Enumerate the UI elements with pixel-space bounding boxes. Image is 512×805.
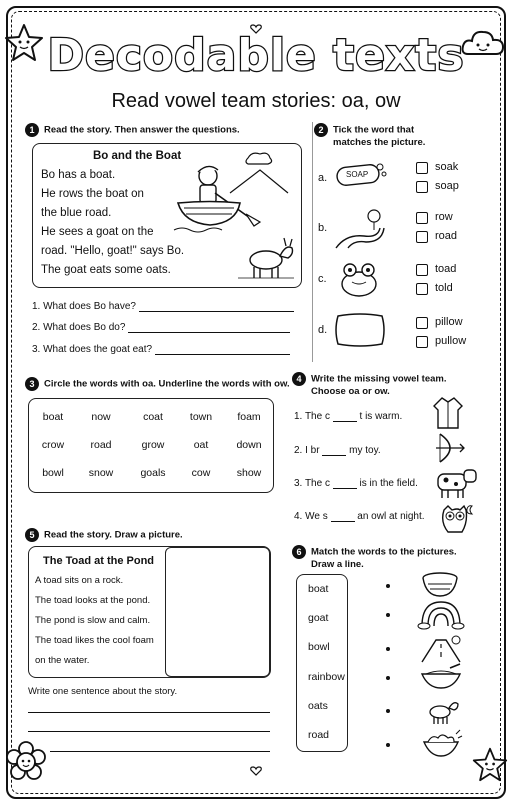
fill-blank-3: 3. The c is in the field. [294, 478, 418, 489]
owl-icon [440, 502, 478, 536]
answer-line[interactable] [128, 323, 290, 333]
coat-icon [432, 396, 464, 430]
item-letter: d. [318, 324, 328, 336]
match-dot[interactable] [386, 743, 390, 747]
item-letter: c. [318, 273, 327, 285]
item-letter: a. [318, 172, 328, 184]
section-3-instruction: 3 Circle the words with oa. Underline the words with ow. [25, 377, 290, 391]
blank[interactable] [331, 512, 355, 522]
story-line: The pond is slow and calm. [35, 615, 151, 626]
goat-icon [236, 234, 296, 282]
question-1: 1. What does Bo have? [32, 301, 294, 312]
drawing-box[interactable] [165, 547, 270, 677]
option-label: road [435, 230, 458, 242]
fill-blank-1: 1. The c t is warm. [294, 411, 403, 422]
oats-bowl-icon [420, 666, 462, 692]
word-down[interactable]: down [236, 439, 262, 451]
word-list-box [296, 574, 348, 752]
match-word-boat[interactable]: boat [308, 583, 329, 595]
word-show[interactable]: show [236, 467, 262, 479]
match-word-bowl[interactable]: bowl [308, 641, 330, 653]
word-grow[interactable]: grow [141, 439, 165, 451]
writing-line[interactable] [28, 712, 270, 713]
section-number: 1 [25, 123, 39, 137]
word-coat[interactable]: coat [143, 411, 163, 423]
writing-prompt: Write one sentence about the story. [28, 686, 178, 697]
section-6-instruction: 6 Match the words to the pictures. Draw a line. [292, 545, 457, 571]
story-title: Bo and the Boat [93, 150, 182, 162]
match-dot[interactable] [386, 709, 390, 713]
word-bowl[interactable]: bowl [42, 467, 64, 479]
match-dot[interactable] [386, 647, 390, 651]
star-icon [472, 746, 508, 782]
checkbox-toad[interactable] [416, 264, 428, 276]
checkbox-pullow[interactable] [416, 336, 428, 348]
word-road[interactable]: road [90, 439, 112, 451]
word-goals[interactable]: goals [140, 467, 166, 479]
section-number: 5 [25, 528, 39, 542]
section-2-instruction: 2 Tick the word that matches the picture. [314, 123, 425, 149]
word-oat[interactable]: oat [193, 439, 209, 451]
option-label: told [435, 282, 453, 294]
story-line: The toad likes the cool foam [35, 635, 154, 646]
checkbox-soak[interactable] [416, 162, 428, 174]
section-number: 4 [292, 372, 306, 386]
checkbox-pillow[interactable] [416, 317, 428, 329]
option-label: pillow [435, 316, 463, 328]
section-1-instruction: 1 Read the story. Then answer the questions. [25, 123, 240, 137]
question-2: 2. What does Bo do? [32, 322, 290, 333]
flower-icon [4, 740, 48, 784]
match-word-goat[interactable]: goat [308, 612, 329, 624]
match-dot[interactable] [386, 676, 390, 680]
match-dot[interactable] [386, 613, 390, 617]
soap-label: SOAP [346, 170, 369, 179]
match-word-rainbow[interactable]: rainbow [308, 671, 345, 683]
page-subtitle: Read vowel team stories: oa, ow [111, 90, 401, 112]
section-number: 6 [292, 545, 306, 559]
answer-line[interactable] [139, 302, 294, 312]
bread-bowl-icon [420, 730, 462, 758]
story-line: The goat eats some oats. [41, 264, 171, 276]
fill-blank-4: 4. We s an owl at night. [294, 511, 425, 522]
word-now[interactable]: now [91, 411, 111, 423]
blank[interactable] [322, 446, 346, 456]
word-crow[interactable]: crow [41, 439, 65, 451]
option-label: row [435, 211, 453, 223]
heart-icon [250, 766, 262, 776]
question-3: 3. What does the goat eat? [32, 344, 290, 355]
column-divider [312, 122, 313, 362]
fill-blank-2: 2. I br my toy. [294, 445, 381, 456]
item-letter: b. [318, 222, 328, 234]
story-line: road. "Hello, goat!" says Bo. [41, 245, 185, 257]
word-town[interactable]: town [189, 411, 213, 423]
match-dot[interactable] [386, 584, 390, 588]
checkbox-told[interactable] [416, 283, 428, 295]
blank[interactable] [333, 479, 357, 489]
page-title: Decodable texts [47, 30, 465, 81]
story-line: He rows the boat on [41, 188, 144, 200]
story-line: The toad looks at the pond. [35, 595, 151, 606]
toad-icon [336, 258, 382, 300]
checkbox-row[interactable] [416, 212, 428, 224]
answer-line[interactable] [155, 345, 290, 355]
match-word-oats[interactable]: oats [308, 700, 328, 712]
writing-line[interactable] [50, 751, 270, 752]
story-line: on the water. [35, 655, 90, 666]
cow-icon [432, 466, 478, 500]
word-snow[interactable]: snow [88, 467, 114, 479]
option-label: soak [435, 161, 459, 173]
section-number: 2 [314, 123, 328, 137]
blank[interactable] [333, 412, 357, 422]
checkbox-road[interactable] [416, 231, 428, 243]
section-5-instruction: 5 Read the story. Draw a picture. [25, 528, 183, 542]
story-line: Bo has a boat. [41, 169, 116, 181]
story-title: The Toad at the Pond [43, 555, 155, 567]
rainbow-icon [418, 598, 464, 630]
writing-line[interactable] [28, 731, 270, 732]
story-line: He sees a goat on the [41, 226, 154, 238]
checkbox-soap[interactable] [416, 181, 428, 193]
word-boat[interactable]: boat [42, 411, 64, 423]
section-4-instruction: 4 Write the missing vowel team. Choose oa or ow. [292, 372, 447, 398]
story-box-2 [28, 546, 271, 678]
option-label: pullow [435, 335, 467, 347]
option-label: toad [435, 263, 457, 275]
road-icon [334, 206, 386, 250]
road-icon [420, 634, 462, 664]
word-foam[interactable]: foam [237, 411, 261, 423]
bowl-icon [420, 570, 460, 600]
word-cow[interactable]: cow [191, 467, 211, 479]
pillow-icon [334, 310, 386, 350]
match-word-road[interactable]: road [308, 729, 330, 741]
goat-icon [424, 696, 460, 726]
story-line: the blue road. [41, 207, 112, 219]
option-label: soap [435, 180, 459, 192]
bow-icon [432, 432, 466, 464]
section-number: 3 [25, 377, 39, 391]
story-line: A toad sits on a rock. [35, 575, 124, 586]
